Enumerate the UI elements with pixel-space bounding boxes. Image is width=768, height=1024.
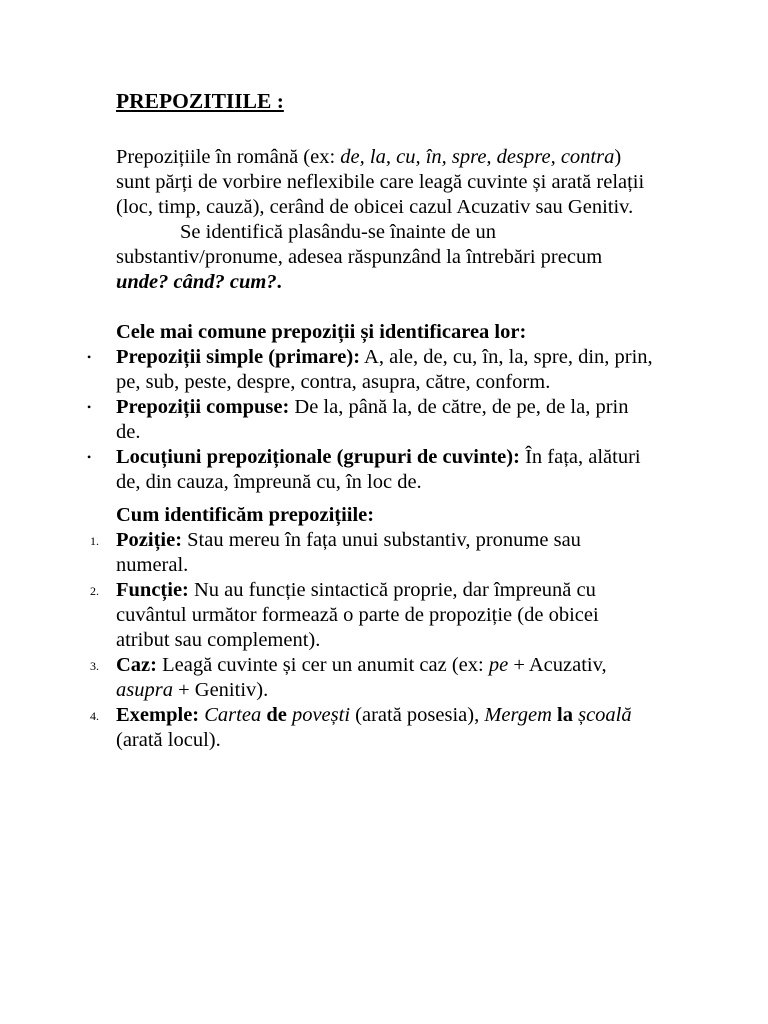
list-item [87, 395, 656, 445]
document-title: PREPOZITIILE : [116, 89, 284, 113]
numbered-item [90, 653, 656, 703]
list-item-label: Prepoziții simple (primare): [116, 346, 361, 368]
numbered-item [90, 578, 656, 653]
list-item [87, 445, 656, 495]
bullet-icon: • [87, 400, 92, 414]
list-item-text: De la, până la, de către, de pe, de la, prin de. [116, 396, 629, 443]
item-number: 4. [90, 709, 99, 723]
example-word: școală [578, 704, 632, 726]
item-text: + Genitiv). [172, 679, 269, 701]
list-item-label: Locuțiuni prepoziționale (grupuri de cuvinte): [116, 446, 520, 468]
item-text: (arată posesia), [350, 704, 485, 726]
intro-examples: de, la, cu, în, spre, despre, contra [340, 146, 615, 168]
item-number: 2. [90, 584, 99, 598]
bullet-icon: • [87, 450, 92, 464]
item-label: Exemple: [116, 704, 200, 726]
item-label: Poziție: [116, 529, 183, 551]
document-page [87, 88, 656, 753]
item-italic: asupra [116, 679, 173, 701]
item-label: Funcție: [116, 579, 189, 601]
list-item-text: A, ale, de, cu, în, la, spre, din, prin, pe, sub, peste, despre, contra, asupra, către, conform. [116, 346, 653, 393]
item-text: Stau mereu în fața unui substantiv, pronume sau numeral. [116, 529, 581, 576]
list-item-label: Prepoziții compuse: [116, 396, 290, 418]
example-preposition: de [266, 704, 287, 726]
item-text: (arată locul). [116, 729, 221, 751]
item-text: Leagă cuvinte și cer un anumit caz (ex: [156, 654, 489, 676]
intro-text-start: Prepozițiile în română (ex: [116, 146, 341, 168]
common-list [87, 345, 656, 495]
item-text: Nu au funcție sintactică proprie, dar împreună cu cuvântul următor formează o parte de propoziție (de obicei atribut sau complement). [116, 579, 599, 651]
numbered-item [90, 528, 656, 578]
numbered-item [90, 703, 656, 753]
item-number: 1. [90, 534, 99, 548]
list-item-text: În fața, alături de, din cauza, împreună cu, în loc de. [116, 446, 641, 493]
item-label: Caz: [116, 654, 157, 676]
identify-list [90, 528, 656, 753]
example-word: Cartea [204, 704, 262, 726]
list-item [87, 345, 656, 395]
identify-text: Se identifică plasându-se înainte de un substantiv/pronume, adesea răspunzând la întrebări precum [116, 221, 603, 268]
intro-paragraph [116, 145, 656, 220]
example-preposition: la [557, 704, 573, 726]
intro-text-end: ) sunt părți de vorbire neflexibile care leagă cuvinte și arată relații (loc, timp, cauză), cerând de obicei cazul Acuzativ sau Genitiv. [116, 146, 645, 218]
identify-heading: Cum identificăm prepozițiile: [116, 504, 375, 526]
identify-questions: unde? când? cum? [116, 271, 277, 293]
item-number: 3. [90, 659, 99, 673]
item-text: + Acuzativ, [508, 654, 607, 676]
identify-period: . [276, 271, 282, 293]
common-heading: Cele mai comune prepoziții și identificarea lor: [116, 321, 527, 343]
item-italic: pe [488, 654, 509, 676]
example-word: Mergem [484, 704, 552, 726]
identify-paragraph [116, 220, 656, 295]
bullet-icon: • [87, 350, 92, 364]
example-word: povești [291, 704, 351, 726]
